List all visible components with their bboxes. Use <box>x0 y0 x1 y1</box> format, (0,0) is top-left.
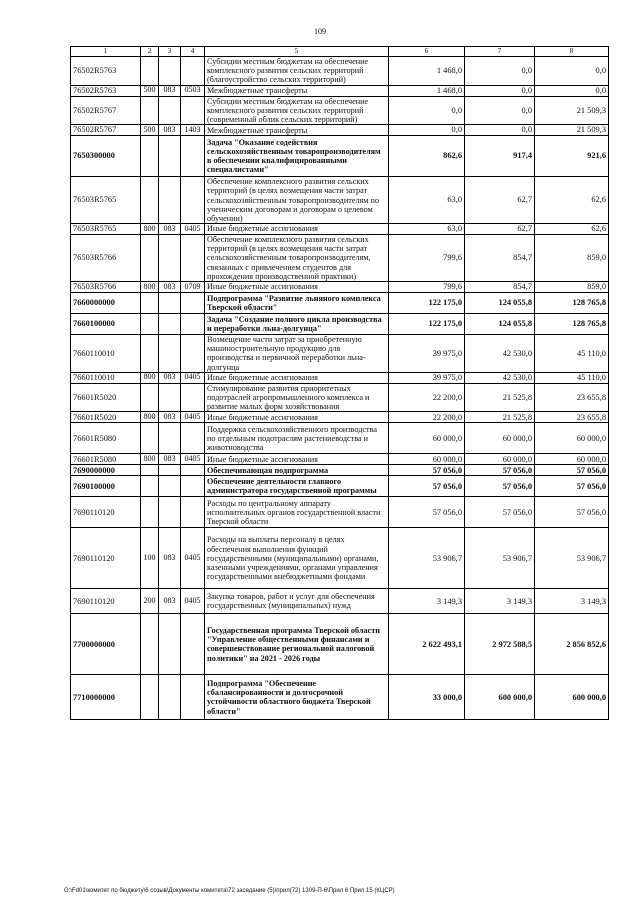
description-cell: Задача "Оказание содействия сельскохозяйственным товаропроизводителям в обеспечении квалифицированными специалистами" <box>205 136 389 177</box>
expense-type-cell <box>141 614 159 675</box>
amount-2026-cell: 23 655,8 <box>535 412 609 423</box>
description-cell: Подпрограмма "Обеспечение сбалансированности и долгосрочной устойчивости областного бюджета Тверской области" <box>205 675 389 720</box>
target-code-cell: 76502R5767 <box>71 125 141 136</box>
expense-type-cell: 800 <box>141 454 159 465</box>
expense-type-cell: 100 <box>141 528 159 589</box>
amount-2025-cell: 2 972 588,5 <box>465 614 535 675</box>
expense-type-cell <box>141 293 159 314</box>
amount-2024-cell: 0,0 <box>389 96 465 125</box>
target-code-cell: 76503R5766 <box>71 282 141 293</box>
target-code-cell: 76503R5766 <box>71 235 141 282</box>
table-row <box>71 125 609 136</box>
department-cell <box>159 383 181 412</box>
amount-2024-cell: 60 000,0 <box>389 454 465 465</box>
table-row <box>71 614 609 675</box>
section-cell <box>181 235 205 282</box>
amount-2025-cell: 42 530,0 <box>465 335 535 373</box>
target-code-cell: 76601R5080 <box>71 454 141 465</box>
department-cell: 083 <box>159 412 181 423</box>
description-cell: Субсидии местным бюджетам на обеспечение комплексного развития сельских территорий (современный облик сельских территорий) <box>205 96 389 125</box>
table-row <box>71 412 609 423</box>
section-cell: 0405 <box>181 454 205 465</box>
department-cell <box>159 57 181 86</box>
description-cell: Стимулирование развития приоритетных подотраслей агропромышленного комплекса и развитие малых форм хозяйствования <box>205 383 389 412</box>
amount-2025-cell: 854,7 <box>465 235 535 282</box>
target-code-cell: 7690110120 <box>71 528 141 589</box>
amount-2024-cell: 39 975,0 <box>389 335 465 373</box>
section-cell <box>181 423 205 454</box>
target-code-cell: 7660000000 <box>71 293 141 314</box>
amount-2026-cell: 0,0 <box>535 57 609 86</box>
expense-type-cell <box>141 675 159 720</box>
amount-2024-cell: 39 975,0 <box>389 372 465 383</box>
target-code-cell: 76503R5765 <box>71 224 141 235</box>
expense-type-cell <box>141 476 159 497</box>
section-cell <box>181 57 205 86</box>
amount-2024-cell: 33 000,0 <box>389 675 465 720</box>
header-cell: 1 <box>71 47 141 57</box>
table-row <box>71 282 609 293</box>
table-row <box>71 57 609 86</box>
amount-2026-cell: 57 056,0 <box>535 476 609 497</box>
description-cell: Государственная программа Тверской области "Управление общественными финансами и совершенствование региональной налоговой политики" на 2021 - 2026 годы <box>205 614 389 675</box>
department-cell <box>159 96 181 125</box>
section-cell: 0405 <box>181 412 205 423</box>
amount-2026-cell: 53 906,7 <box>535 528 609 589</box>
description-cell: Расходы на выплаты персоналу в целях обеспечения выполнения функций государственными (муниципальными) органами, казенными учреждениями, органами управления государственными внебюджетными фондами <box>205 528 389 589</box>
table-row <box>71 423 609 454</box>
description-cell: Подпрограмма "Развитие льняного комплекса Тверской области" <box>205 293 389 314</box>
table-row <box>71 675 609 720</box>
amount-2024-cell: 862,6 <box>389 136 465 177</box>
page-number: 109 <box>314 27 326 36</box>
table-row <box>71 293 609 314</box>
amount-2026-cell: 57 056,0 <box>535 465 609 476</box>
table-row <box>71 235 609 282</box>
table-row <box>71 177 609 224</box>
amount-2025-cell: 42 530,0 <box>465 372 535 383</box>
section-cell <box>181 177 205 224</box>
amount-2025-cell: 21 525,8 <box>465 412 535 423</box>
table-row <box>71 454 609 465</box>
section-cell: 0405 <box>181 372 205 383</box>
expense-type-cell: 800 <box>141 282 159 293</box>
target-code-cell: 7690100000 <box>71 476 141 497</box>
target-code-cell: 7690110120 <box>71 497 141 528</box>
department-cell <box>159 293 181 314</box>
department-cell: 083 <box>159 282 181 293</box>
section-cell <box>181 497 205 528</box>
description-cell: Возмещение части затрат за приобретенную машиностроительную продукцию для производства и первичной переработки льна-долгунца <box>205 335 389 373</box>
amount-2024-cell: 799,6 <box>389 235 465 282</box>
section-cell <box>181 314 205 335</box>
department-cell <box>159 497 181 528</box>
amount-2025-cell: 600 000,0 <box>465 675 535 720</box>
amount-2024-cell: 122 175,0 <box>389 293 465 314</box>
description-cell: Иные бюджетные ассигнования <box>205 412 389 423</box>
amount-2024-cell: 63,0 <box>389 224 465 235</box>
department-cell <box>159 314 181 335</box>
amount-2024-cell: 22 200,0 <box>389 383 465 412</box>
section-cell: 0503 <box>181 85 205 96</box>
department-cell <box>159 136 181 177</box>
amount-2025-cell: 21 525,8 <box>465 383 535 412</box>
expense-type-cell <box>141 497 159 528</box>
expense-type-cell <box>141 465 159 476</box>
amount-2025-cell: 124 055,8 <box>465 314 535 335</box>
amount-2024-cell: 57 056,0 <box>389 465 465 476</box>
section-cell: 0405 <box>181 224 205 235</box>
target-code-cell: 76601R5020 <box>71 383 141 412</box>
amount-2024-cell: 57 056,0 <box>389 497 465 528</box>
section-cell <box>181 136 205 177</box>
target-code-cell: 7660110010 <box>71 372 141 383</box>
table-row <box>71 136 609 177</box>
table-row <box>71 476 609 497</box>
target-code-cell: 7660100000 <box>71 314 141 335</box>
amount-2025-cell: 0,0 <box>465 57 535 86</box>
description-cell: Иные бюджетные ассигнования <box>205 224 389 235</box>
expense-type-cell <box>141 335 159 373</box>
amount-2026-cell: 128 765,8 <box>535 293 609 314</box>
header-cell: 4 <box>181 47 205 57</box>
amount-2026-cell: 62,6 <box>535 177 609 224</box>
description-cell: Обеспечение комплексного развития сельских территорий (в целях возмещения части затрат сельскохозяйственным товаропроизводителям, связанных с привлечением студентов для прохождения производственной практики) <box>205 235 389 282</box>
target-code-cell: 76502R5767 <box>71 96 141 125</box>
header-cell: 3 <box>159 47 181 57</box>
amount-2026-cell: 60 000,0 <box>535 423 609 454</box>
expense-type-cell <box>141 423 159 454</box>
amount-2024-cell: 1 468,0 <box>389 57 465 86</box>
amount-2025-cell: 917,4 <box>465 136 535 177</box>
amount-2026-cell: 2 856 852,6 <box>535 614 609 675</box>
description-cell: Межбюджетные трансферты <box>205 85 389 96</box>
header-cell: 2 <box>141 47 159 57</box>
amount-2026-cell: 21 509,3 <box>535 96 609 125</box>
table-row <box>71 589 609 614</box>
amount-2024-cell: 0,0 <box>389 125 465 136</box>
amount-2025-cell: 0,0 <box>465 125 535 136</box>
department-cell <box>159 177 181 224</box>
amount-2024-cell: 2 622 493,1 <box>389 614 465 675</box>
amount-2025-cell: 854,7 <box>465 282 535 293</box>
amount-2024-cell: 122 175,0 <box>389 314 465 335</box>
amount-2024-cell: 57 056,0 <box>389 476 465 497</box>
description-cell: Субсидии местным бюджетам на обеспечение комплексного развития сельских территорий (благоустройство сельских территорий) <box>205 57 389 86</box>
table-row <box>71 96 609 125</box>
header-cell: 5 <box>205 47 389 57</box>
table-row <box>71 497 609 528</box>
department-cell <box>159 335 181 373</box>
amount-2025-cell: 53 906,7 <box>465 528 535 589</box>
amount-2026-cell: 600 000,0 <box>535 675 609 720</box>
description-cell: Задача "Создание полного цикла производства и переработки льна-долгунца" <box>205 314 389 335</box>
expense-type-cell <box>141 177 159 224</box>
target-code-cell: 7700000000 <box>71 614 141 675</box>
header-cell: 8 <box>535 47 609 57</box>
expense-type-cell <box>141 96 159 125</box>
header-cell: 7 <box>465 47 535 57</box>
table-row <box>71 383 609 412</box>
expense-type-cell <box>141 136 159 177</box>
table-row <box>71 465 609 476</box>
department-cell <box>159 614 181 675</box>
amount-2025-cell: 60 000,0 <box>465 423 535 454</box>
department-cell: 083 <box>159 372 181 383</box>
amount-2024-cell: 1 468,0 <box>389 85 465 96</box>
amount-2025-cell: 57 056,0 <box>465 497 535 528</box>
department-cell: 083 <box>159 224 181 235</box>
target-code-cell: 76601R5020 <box>71 412 141 423</box>
amount-2026-cell: 21 509,3 <box>535 125 609 136</box>
target-code-cell: 7690000000 <box>71 465 141 476</box>
target-code-cell: 7660110010 <box>71 335 141 373</box>
expense-type-cell <box>141 314 159 335</box>
section-cell: 0709 <box>181 282 205 293</box>
amount-2025-cell: 124 055,8 <box>465 293 535 314</box>
expense-type-cell <box>141 383 159 412</box>
department-cell: 083 <box>159 454 181 465</box>
target-code-cell: 7690110120 <box>71 589 141 614</box>
amount-2024-cell: 60 000,0 <box>389 423 465 454</box>
amount-2025-cell: 62,7 <box>465 224 535 235</box>
amount-2025-cell: 60 000,0 <box>465 454 535 465</box>
header-cell: 6 <box>389 47 465 57</box>
amount-2025-cell: 0,0 <box>465 96 535 125</box>
section-cell <box>181 465 205 476</box>
expense-type-cell: 800 <box>141 224 159 235</box>
department-cell: 083 <box>159 528 181 589</box>
table-row <box>71 314 609 335</box>
table-row <box>71 372 609 383</box>
target-code-cell: 76502R5763 <box>71 85 141 96</box>
section-cell <box>181 335 205 373</box>
target-code-cell: 76503R5765 <box>71 177 141 224</box>
amount-2025-cell: 57 056,0 <box>465 476 535 497</box>
amount-2026-cell: 921,6 <box>535 136 609 177</box>
amount-2026-cell: 23 655,8 <box>535 383 609 412</box>
department-cell <box>159 476 181 497</box>
expense-type-cell: 500 <box>141 125 159 136</box>
description-cell: Иные бюджетные ассигнования <box>205 282 389 293</box>
file-path-footer: G:\Fd01\комитет по бюджету\6 созыв\Документы комитета\72 заседание (5)\прил(72) 1309-П-6\Прил 6 Прил 15 (КЦСР) <box>64 888 395 894</box>
section-cell <box>181 96 205 125</box>
amount-2024-cell: 799,6 <box>389 282 465 293</box>
target-code-cell: 76601R5080 <box>71 423 141 454</box>
department-cell: 083 <box>159 125 181 136</box>
department-cell <box>159 465 181 476</box>
section-cell <box>181 675 205 720</box>
department-cell <box>159 675 181 720</box>
department-cell <box>159 235 181 282</box>
description-cell: Обеспечение деятельности главного администратора государственной программы <box>205 476 389 497</box>
amount-2026-cell: 0,0 <box>535 85 609 96</box>
description-cell: Межбюджетные трансферты <box>205 125 389 136</box>
expense-type-cell <box>141 235 159 282</box>
expense-type-cell <box>141 57 159 86</box>
description-cell: Иные бюджетные ассигнования <box>205 454 389 465</box>
amount-2026-cell: 62,6 <box>535 224 609 235</box>
table-header-row <box>71 47 609 57</box>
department-cell: 083 <box>159 589 181 614</box>
expense-type-cell: 200 <box>141 589 159 614</box>
target-code-cell: 7710000000 <box>71 675 141 720</box>
description-cell: Расходы по центральному аппарату исполнительных органов государственной власти Тверской области <box>205 497 389 528</box>
section-cell: 0405 <box>181 528 205 589</box>
table-row <box>71 335 609 373</box>
section-cell <box>181 476 205 497</box>
section-cell <box>181 383 205 412</box>
description-cell: Поддержка сельскохозяйственного производства по отдельным подотраслям растениеводства и животноводства <box>205 423 389 454</box>
expense-type-cell: 500 <box>141 85 159 96</box>
expense-type-cell: 800 <box>141 412 159 423</box>
amount-2024-cell: 53 906,7 <box>389 528 465 589</box>
amount-2025-cell: 62,7 <box>465 177 535 224</box>
table-row <box>71 85 609 96</box>
amount-2026-cell: 859,0 <box>535 282 609 293</box>
description-cell: Закупка товаров, работ и услуг для обеспечения государственных (муниципальных) нужд <box>205 589 389 614</box>
table-row <box>71 224 609 235</box>
target-code-cell: 76502R5763 <box>71 57 141 86</box>
amount-2026-cell: 3 149,3 <box>535 589 609 614</box>
target-code-cell: 7650300000 <box>71 136 141 177</box>
section-cell: 1403 <box>181 125 205 136</box>
amount-2026-cell: 45 110,0 <box>535 372 609 383</box>
amount-2026-cell: 859,0 <box>535 235 609 282</box>
section-cell <box>181 293 205 314</box>
department-cell <box>159 423 181 454</box>
section-cell <box>181 614 205 675</box>
description-cell: Обеспечивающая подпрограмма <box>205 465 389 476</box>
department-cell: 083 <box>159 85 181 96</box>
description-cell: Иные бюджетные ассигнования <box>205 372 389 383</box>
table-row <box>71 528 609 589</box>
amount-2024-cell: 22 200,0 <box>389 412 465 423</box>
amount-2026-cell: 60 000,0 <box>535 454 609 465</box>
expense-type-cell: 800 <box>141 372 159 383</box>
amount-2024-cell: 63,0 <box>389 177 465 224</box>
budget-table <box>70 46 609 720</box>
amount-2025-cell: 0,0 <box>465 85 535 96</box>
amount-2026-cell: 57 056,0 <box>535 497 609 528</box>
amount-2024-cell: 3 149,3 <box>389 589 465 614</box>
description-cell: Обеспечение комплексного развития сельских территорий (в целях возмещения части затрат сельскохозяйственным товаропроизводителям по ученическим договорам и договорам о целевом обучении) <box>205 177 389 224</box>
amount-2025-cell: 57 056,0 <box>465 465 535 476</box>
amount-2025-cell: 3 149,3 <box>465 589 535 614</box>
amount-2026-cell: 128 765,8 <box>535 314 609 335</box>
section-cell: 0405 <box>181 589 205 614</box>
amount-2026-cell: 45 110,0 <box>535 335 609 373</box>
